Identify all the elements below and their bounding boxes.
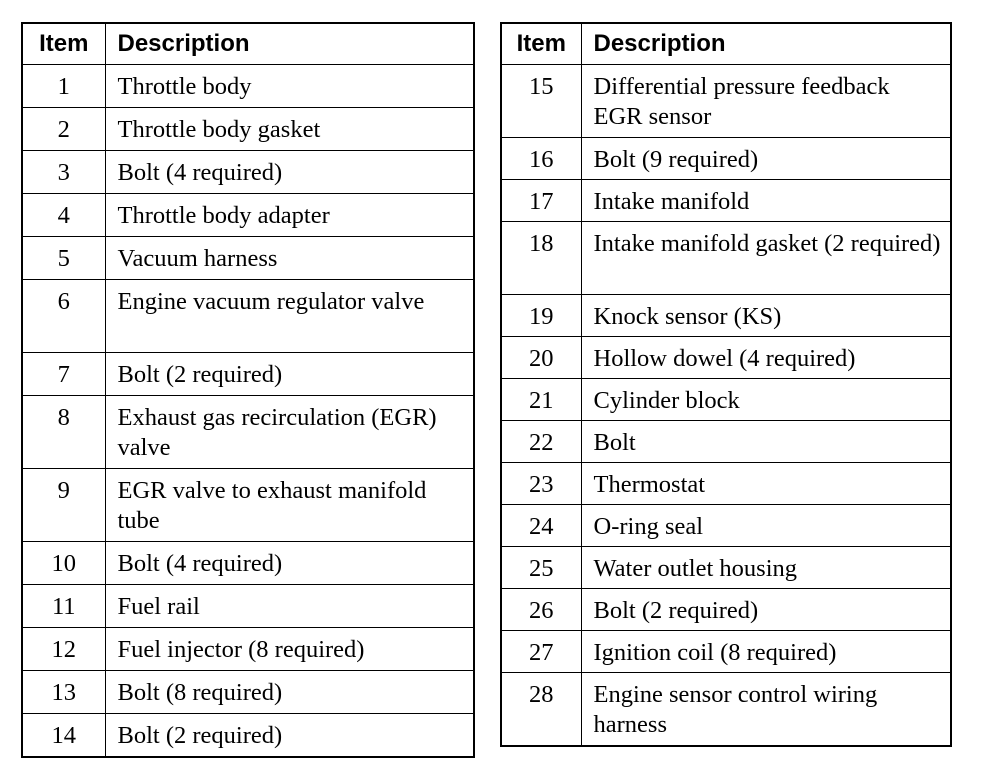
item-description: Throttle body gasket <box>105 108 474 151</box>
parts-table-left <box>21 22 475 758</box>
item-number: 3 <box>22 151 105 194</box>
item-description: Water outlet housing <box>581 547 951 589</box>
table-row <box>501 379 951 421</box>
table-row <box>22 65 474 108</box>
item-number: 24 <box>501 505 581 547</box>
item-description: Hollow dowel (4 required) <box>581 337 951 379</box>
item-description: Exhaust gas recirculation (EGR) valve <box>105 396 474 469</box>
item-description: Bolt (9 required) <box>581 138 951 180</box>
table-row <box>22 542 474 585</box>
item-description: Knock sensor (KS) <box>581 295 951 337</box>
table-row <box>501 631 951 673</box>
item-number: 28 <box>501 673 581 747</box>
item-column-header: Item <box>501 23 581 65</box>
table-row <box>22 151 474 194</box>
table-row <box>501 180 951 222</box>
item-number: 12 <box>22 628 105 671</box>
item-number: 22 <box>501 421 581 463</box>
left-table-body <box>22 65 474 758</box>
item-number: 21 <box>501 379 581 421</box>
table-row <box>501 589 951 631</box>
item-description: O-ring seal <box>581 505 951 547</box>
item-description: Throttle body <box>105 65 474 108</box>
item-number: 18 <box>501 222 581 295</box>
item-number: 19 <box>501 295 581 337</box>
table-row <box>22 194 474 237</box>
description-column-header: Description <box>105 23 474 65</box>
table-row <box>501 295 951 337</box>
item-number: 26 <box>501 589 581 631</box>
item-number: 16 <box>501 138 581 180</box>
table-row <box>22 396 474 469</box>
item-column-header: Item <box>22 23 105 65</box>
item-number: 14 <box>22 714 105 758</box>
table-row <box>501 337 951 379</box>
item-number: 4 <box>22 194 105 237</box>
item-description: Fuel rail <box>105 585 474 628</box>
item-description: Bolt (2 required) <box>581 589 951 631</box>
table-row <box>501 463 951 505</box>
item-description: Bolt (8 required) <box>105 671 474 714</box>
item-description: Engine vacuum regulator valve <box>105 280 474 353</box>
item-number: 23 <box>501 463 581 505</box>
item-description: Vacuum harness <box>105 237 474 280</box>
table-row <box>22 585 474 628</box>
table-row <box>501 505 951 547</box>
item-description: Thermostat <box>581 463 951 505</box>
item-description: Bolt (2 required) <box>105 353 474 396</box>
item-number: 15 <box>501 65 581 138</box>
item-number: 8 <box>22 396 105 469</box>
table-row <box>22 628 474 671</box>
table-row <box>501 65 951 138</box>
item-description: Bolt (4 required) <box>105 542 474 585</box>
table-row <box>501 222 951 295</box>
item-description: Bolt <box>581 421 951 463</box>
table-row <box>22 280 474 353</box>
item-description: EGR valve to exhaust manifold tube <box>105 469 474 542</box>
table-header-row <box>501 23 951 65</box>
item-number: 25 <box>501 547 581 589</box>
right-table-body <box>501 65 951 747</box>
table-row <box>22 108 474 151</box>
item-number: 9 <box>22 469 105 542</box>
table-row <box>22 714 474 758</box>
description-column-header: Description <box>581 23 951 65</box>
table-row <box>501 421 951 463</box>
item-description: Cylinder block <box>581 379 951 421</box>
item-number: 20 <box>501 337 581 379</box>
item-description: Differential pressure feedback EGR sensor <box>581 65 951 138</box>
item-number: 10 <box>22 542 105 585</box>
item-number: 17 <box>501 180 581 222</box>
parts-table-right <box>500 22 952 747</box>
item-number: 5 <box>22 237 105 280</box>
item-description: Engine sensor control wiring harness <box>581 673 951 747</box>
table-row <box>22 237 474 280</box>
item-description: Throttle body adapter <box>105 194 474 237</box>
table-row <box>501 138 951 180</box>
table-row <box>22 353 474 396</box>
item-description: Intake manifold <box>581 180 951 222</box>
item-description: Bolt (4 required) <box>105 151 474 194</box>
item-number: 1 <box>22 65 105 108</box>
item-number: 6 <box>22 280 105 353</box>
table-row <box>501 673 951 747</box>
item-description: Ignition coil (8 required) <box>581 631 951 673</box>
item-number: 7 <box>22 353 105 396</box>
table-header-row <box>22 23 474 65</box>
item-number: 11 <box>22 585 105 628</box>
table-row <box>501 547 951 589</box>
table-row <box>22 671 474 714</box>
table-row <box>22 469 474 542</box>
item-number: 2 <box>22 108 105 151</box>
item-description: Bolt (2 required) <box>105 714 474 758</box>
item-number: 27 <box>501 631 581 673</box>
item-description: Fuel injector (8 required) <box>105 628 474 671</box>
item-description: Intake manifold gasket (2 required) <box>581 222 951 295</box>
item-number: 13 <box>22 671 105 714</box>
